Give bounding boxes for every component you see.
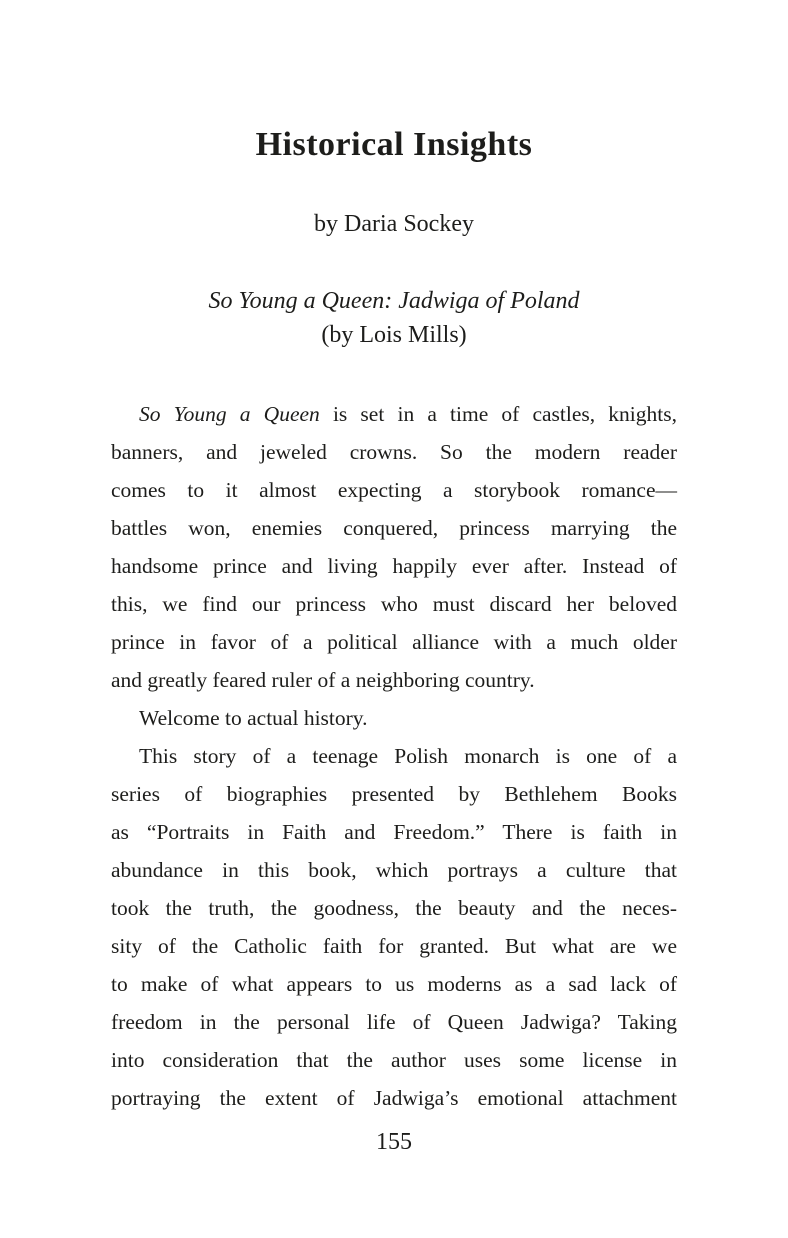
text-segment: Welcome to actual history.: [139, 706, 368, 730]
text-line: [111, 661, 677, 699]
text-line: [111, 889, 677, 927]
paragraph: [111, 395, 677, 699]
text-segment: prince in favor of a political alliance with a much older: [111, 630, 677, 654]
paragraph: [111, 699, 677, 737]
text-segment: series of biographies presented by Bethlehem Books: [111, 782, 677, 806]
reviewed-book-title: So Young a Queen: Jadwiga of Poland: [208, 288, 580, 314]
text-segment: battles won, enemies conquered, princess marrying the: [111, 516, 677, 540]
text-segment: banners, and jeweled crowns. So the modern reader: [111, 440, 677, 464]
chapter-title: Historical Insights: [255, 126, 533, 163]
text-segment: comes to it almost expecting a storybook romance—: [111, 478, 677, 502]
text-line: [111, 851, 677, 889]
paragraph: [111, 737, 677, 1117]
text-segment: sity of the Catholic faith for granted. But what are we: [111, 934, 677, 958]
text-segment: This story of a teenage Polish monarch is one of a: [139, 744, 677, 768]
text-line: [111, 585, 677, 623]
text-line: [111, 737, 677, 775]
text-line: [111, 509, 677, 547]
text-line: [111, 813, 677, 851]
text-line: [111, 1079, 677, 1117]
body-text: [111, 395, 677, 1117]
text-line: [111, 699, 677, 737]
text-line: [111, 471, 677, 509]
text-segment: to make of what appears to us moderns as a sad lack of: [111, 972, 677, 996]
text-segment: as “Portraits in Faith and Freedom.” There is faith in: [111, 820, 677, 844]
text-segment: this, we find our princess who must discard her beloved: [111, 592, 677, 616]
text-segment: freedom in the personal life of Queen Jadwiga? Taking: [111, 1010, 677, 1034]
author-byline: by Daria Sockey: [314, 211, 474, 237]
text-segment: and greatly feared ruler of a neighboring country.: [111, 668, 535, 692]
page-number: 155: [376, 1129, 412, 1155]
text-column: [111, 0, 677, 1117]
italic-text-segment: So Young a Queen: [139, 402, 320, 426]
text-line: [111, 623, 677, 661]
text-segment: portraying the extent of Jadwiga’s emotional attachment: [111, 1086, 677, 1110]
text-line: [111, 1003, 677, 1041]
text-line: [111, 775, 677, 813]
text-line: [111, 547, 677, 585]
text-line: [111, 927, 677, 965]
text-line: [111, 395, 677, 433]
text-segment: is set in a time of castles, knights,: [319, 402, 677, 426]
text-segment: into consideration that the author uses some license in: [111, 1048, 677, 1072]
text-line: [111, 965, 677, 1003]
text-segment: took the truth, the goodness, the beauty and the neces-: [111, 896, 677, 920]
reviewed-book-author: (by Lois Mills): [321, 322, 467, 348]
text-line: [111, 1041, 677, 1079]
text-segment: handsome prince and living happily ever after. Instead of: [111, 554, 677, 578]
text-segment: abundance in this book, which portrays a culture that: [111, 858, 677, 882]
text-line: [111, 433, 677, 471]
